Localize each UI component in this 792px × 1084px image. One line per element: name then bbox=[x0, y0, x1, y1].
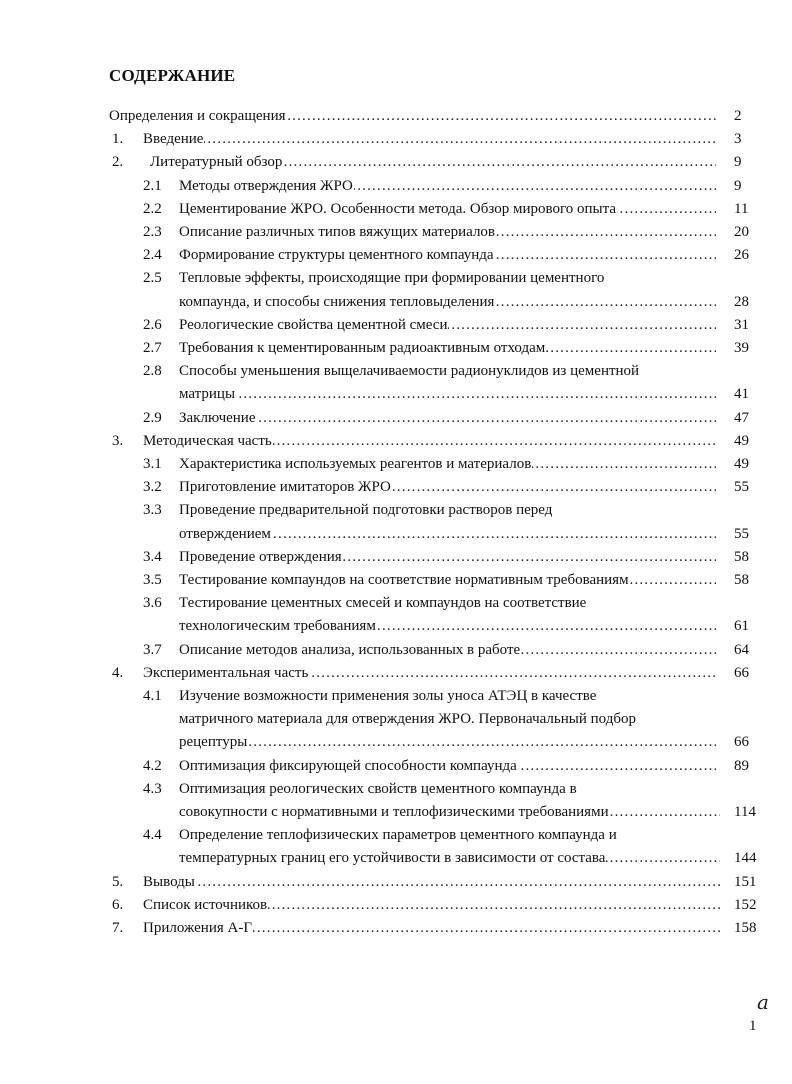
toc-entry-title: отверждением ..... bbox=[179, 523, 716, 546]
toc-entry-title: Экспериментальная часть ..... bbox=[143, 662, 716, 685]
toc-entry-title: Реологические свойства цементной смеси ..... bbox=[179, 314, 716, 337]
toc-entry-title: Изучение возможности применения золы уноса АТЭЦ в качестве bbox=[179, 688, 597, 704]
toc-entry-number: 2.3 bbox=[143, 224, 162, 240]
toc-entry-line bbox=[0, 430, 792, 453]
toc-entry-line bbox=[0, 337, 792, 360]
toc-entry-number: 1. bbox=[112, 131, 124, 148]
toc-entry-line bbox=[0, 708, 792, 731]
toc-entry-page: 55 bbox=[734, 525, 749, 542]
toc-entry-number: 3.6 bbox=[143, 595, 162, 612]
toc-entry-line bbox=[0, 639, 792, 662]
toc-entry-line bbox=[0, 267, 792, 290]
toc-entry-page: 89 bbox=[734, 757, 749, 774]
toc-entry-page: 152 bbox=[734, 896, 757, 913]
toc-entry-number: 2. bbox=[112, 154, 124, 171]
toc-entry-title: Определение теплофизических параметров цементного компаунда и bbox=[179, 827, 617, 844]
toc-entry-line bbox=[0, 546, 792, 569]
toc-entry-number: 3.5 bbox=[143, 572, 162, 588]
toc-entry-number: 4.2 bbox=[143, 757, 162, 774]
toc-entry-number: 4. bbox=[112, 664, 124, 681]
toc-entry-title: матрицы ..... bbox=[179, 383, 716, 406]
toc-entry-title: Выводы ..... bbox=[143, 871, 720, 894]
toc-entry-number: 3.1 bbox=[143, 456, 162, 472]
toc-entry-page: 144 bbox=[734, 850, 757, 867]
toc-entry-line bbox=[0, 175, 792, 198]
toc-entry-line bbox=[0, 383, 792, 406]
toc-entry-number: 4.4 bbox=[143, 827, 162, 844]
toc-entry-page: 151 bbox=[734, 873, 757, 890]
toc-entry-line bbox=[0, 198, 792, 221]
toc-entry-number: 6. bbox=[112, 896, 124, 913]
toc-entry-page: 66 bbox=[734, 734, 749, 751]
toc-entry-line bbox=[0, 871, 792, 894]
toc-entry-title: Способы уменьшения выщелачиваемости радионуклидов из цементной bbox=[179, 363, 640, 380]
toc-entry-title: Методическая часть ..... bbox=[143, 430, 716, 453]
toc-entry-page: 39 bbox=[734, 340, 749, 356]
toc-entry-title: Приготовление имитаторов ЖРО ..... bbox=[179, 476, 716, 499]
toc-entry-page: 49 bbox=[734, 456, 749, 472]
page-title: СОДЕРЖАНИЕ bbox=[109, 66, 236, 85]
toc-entry-line bbox=[0, 592, 792, 615]
toc-entry-number: 2.7 bbox=[143, 340, 162, 356]
toc-entry-title: Оптимизация реологических свойств цементного компаунда в bbox=[179, 780, 577, 797]
toc-entry-page: 9 bbox=[734, 177, 742, 194]
page-number: 1 bbox=[749, 1018, 757, 1034]
toc-entry-title: Список источников ..... bbox=[143, 894, 720, 917]
toc-entry-line bbox=[0, 894, 792, 917]
toc-entry-line bbox=[0, 662, 792, 685]
toc-entry-title: рецептуры ..... bbox=[179, 731, 716, 754]
toc-entry-number: 2.9 bbox=[143, 409, 162, 426]
toc-entry-page: 20 bbox=[734, 224, 749, 240]
toc-entry-number: 3.4 bbox=[143, 548, 162, 565]
toc-entry-line bbox=[0, 291, 792, 314]
toc-entry-page: 114 bbox=[734, 804, 756, 820]
toc-entry-number: 2.1 bbox=[143, 177, 162, 194]
toc-entry-title: Описание методов анализа, использованных в работе ..... bbox=[179, 639, 716, 662]
toc-entry-title: совокупности с нормативными и теплофизическими требованиями ..... bbox=[179, 801, 720, 824]
toc-entry-line bbox=[0, 917, 792, 940]
toc-entry-title: температурных границ его устойчивости в зависимости от состава ..... bbox=[179, 847, 720, 870]
toc-entry-page: 28 bbox=[734, 293, 749, 310]
toc-entry-line bbox=[0, 731, 792, 754]
toc-entry-page: 26 bbox=[734, 247, 749, 264]
toc-entry-number: 3.7 bbox=[143, 641, 162, 658]
toc-entry-number: 7. bbox=[112, 920, 124, 936]
toc-entry-title: Описание различных типов вяжущих материалов ..... bbox=[179, 221, 716, 244]
toc-entry-line bbox=[0, 824, 792, 847]
toc-entry-page: 2 bbox=[734, 108, 742, 124]
toc-entry-title: Тепловые эффекты, происходящие при формировании цементного bbox=[179, 270, 605, 287]
toc-entry-number: 2.4 bbox=[143, 247, 162, 264]
toc-entry-page: 55 bbox=[734, 479, 749, 496]
toc-entry-page: 31 bbox=[734, 316, 749, 333]
handwritten-mark: a bbox=[757, 990, 769, 1014]
toc-entry-title: Приложения А-Г ..... bbox=[143, 917, 720, 940]
toc-entry-number: 4.1 bbox=[143, 688, 162, 704]
toc-entry-page: 49 bbox=[734, 432, 749, 449]
toc-entry-title: Введение ..... bbox=[143, 128, 716, 151]
toc-entry-title: Проведение отверждения ..... bbox=[179, 546, 716, 569]
toc-entry-title: Определения и сокращения ..... bbox=[109, 105, 716, 128]
toc-entry-page: 58 bbox=[734, 572, 749, 588]
toc-entry-number: 2.6 bbox=[143, 316, 162, 333]
toc-entry-title: компаунда, и способы снижения тепловыделения ..... bbox=[179, 291, 716, 314]
toc-entry-title: Характеристика используемых реагентов и материалов ..... bbox=[179, 453, 716, 476]
toc-entry-title: Заключение ..... bbox=[179, 407, 716, 430]
toc-entry-line bbox=[0, 360, 792, 383]
toc-entry-title: Литературный обзор ..... bbox=[150, 151, 716, 174]
toc-entry-line bbox=[0, 453, 792, 476]
toc-entry-title: матричного материала для отверждения ЖРО. Первоначальный подбор bbox=[179, 711, 636, 728]
toc-entry-page: 66 bbox=[734, 664, 749, 681]
toc-entry-line bbox=[0, 499, 792, 522]
toc-entry-number: 2.8 bbox=[143, 363, 162, 380]
toc-entry-title: Проведение предварительной подготовки растворов перед bbox=[179, 502, 553, 519]
toc-entry-line bbox=[0, 244, 792, 267]
toc-entry-line bbox=[0, 407, 792, 430]
toc-entry-line bbox=[0, 523, 792, 546]
toc-entry-title: Оптимизация фиксирующей способности компаунда ..... bbox=[179, 755, 716, 778]
toc-entry-title: Тестирование компаундов на соответствие нормативным требованиям ..... bbox=[179, 569, 716, 592]
toc-entry-title: Методы отверждения ЖРО ..... bbox=[179, 175, 716, 198]
toc-entry-line bbox=[0, 847, 792, 870]
toc-entry-line bbox=[0, 755, 792, 778]
toc-entry-page: 158 bbox=[734, 920, 757, 936]
toc-entry-number: 4.3 bbox=[143, 780, 162, 797]
toc-entry-title: Цементирование ЖРО. Особенности метода. Обзор мирового опыта ..... bbox=[179, 198, 716, 221]
toc-entry-line bbox=[0, 615, 792, 638]
toc-entry-page: 3 bbox=[734, 131, 742, 148]
toc-entry-line bbox=[0, 314, 792, 337]
toc-entry-line bbox=[0, 778, 792, 801]
toc-entry-line bbox=[0, 221, 792, 244]
toc-entry-page: 41 bbox=[734, 386, 749, 403]
toc-entry-title: Формирование структуры цементного компаунда ..... bbox=[179, 244, 716, 267]
toc-entry-page: 58 bbox=[734, 548, 749, 565]
toc-entry-line bbox=[0, 685, 792, 708]
toc-entry-line bbox=[0, 476, 792, 499]
toc-entry-page: 47 bbox=[734, 409, 749, 426]
toc-entry-number: 5. bbox=[112, 873, 124, 890]
toc-entry-number: 2.2 bbox=[143, 200, 162, 217]
toc-entry-line bbox=[0, 128, 792, 151]
toc-entry-number: 3.2 bbox=[143, 479, 162, 496]
toc-entry-page: 11 bbox=[734, 200, 749, 217]
toc-entry-title: технологическим требованиям ..... bbox=[179, 615, 716, 638]
toc-entry-number: 3. bbox=[112, 432, 124, 449]
toc-entry-line bbox=[0, 105, 792, 128]
toc-entry-page: 9 bbox=[734, 154, 742, 171]
toc-entry-number: 2.5 bbox=[143, 270, 162, 287]
toc-entry-title: Тестирование цементных смесей и компаундов на соответствие bbox=[179, 595, 587, 612]
toc-entry-title: Требования к цементированным радиоактивным отходам ..... bbox=[179, 337, 716, 360]
toc-entry-line bbox=[0, 151, 792, 174]
toc-entry-page: 64 bbox=[734, 641, 749, 658]
toc-entry-number: 3.3 bbox=[143, 502, 162, 519]
toc-entry-line bbox=[0, 801, 792, 824]
toc-entry-line bbox=[0, 569, 792, 592]
toc-entry-page: 61 bbox=[734, 618, 749, 635]
